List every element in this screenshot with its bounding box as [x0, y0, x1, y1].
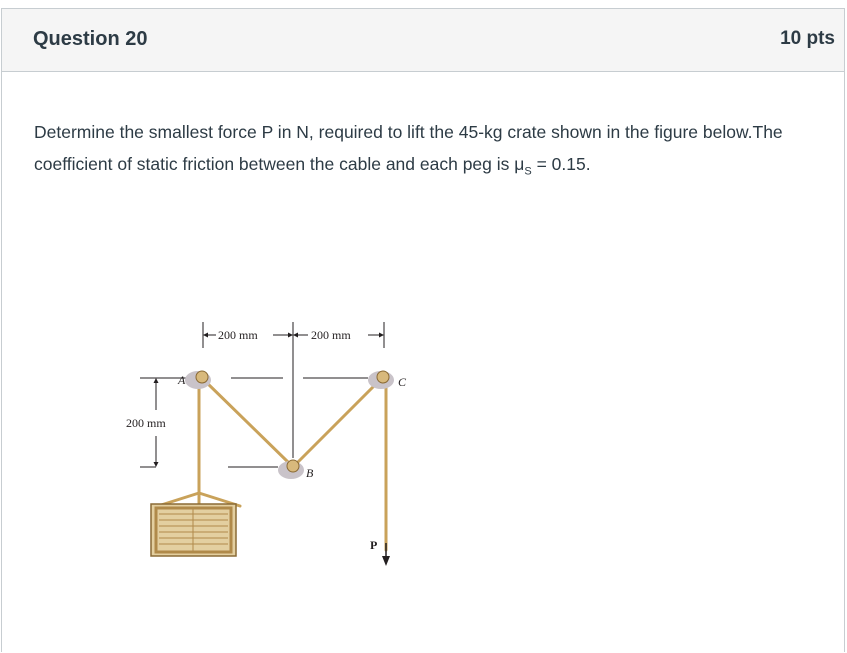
crate-peg-figure: [118, 318, 418, 578]
question-title: Question 20: [33, 28, 148, 50]
question-header: [2, 9, 844, 72]
mu-subscript: S: [524, 165, 532, 178]
top-dimension-lines: [140, 322, 384, 467]
figure-svg: [118, 318, 418, 578]
peg-a-label: A: [178, 373, 186, 387]
dim-top-left-label: 200 mm: [218, 328, 258, 342]
crate: [151, 504, 236, 556]
question-text: [34, 116, 834, 188]
dim-top-right-label: 200 mm: [311, 328, 351, 342]
dim-left-label: 200 mm: [126, 416, 166, 430]
question-text-part2: = 0.15.: [531, 154, 591, 174]
peg-c: [368, 371, 394, 389]
force-arrow: [382, 543, 390, 566]
mu-symbol: μ: [514, 154, 525, 174]
peg-a: [185, 371, 211, 389]
peg-b: [278, 460, 304, 479]
peg-c-label: C: [398, 375, 407, 389]
question-text-part1: Determine the smallest force P in N, required to lift the 45-kg crate shown in the figure below.The coefficient of static friction between the cable and each peg is: [34, 122, 783, 174]
force-label: P: [370, 538, 378, 552]
question-points: 10 pts: [780, 28, 835, 49]
peg-b-label: B: [306, 466, 314, 480]
dimension-arrowheads: [154, 333, 385, 468]
